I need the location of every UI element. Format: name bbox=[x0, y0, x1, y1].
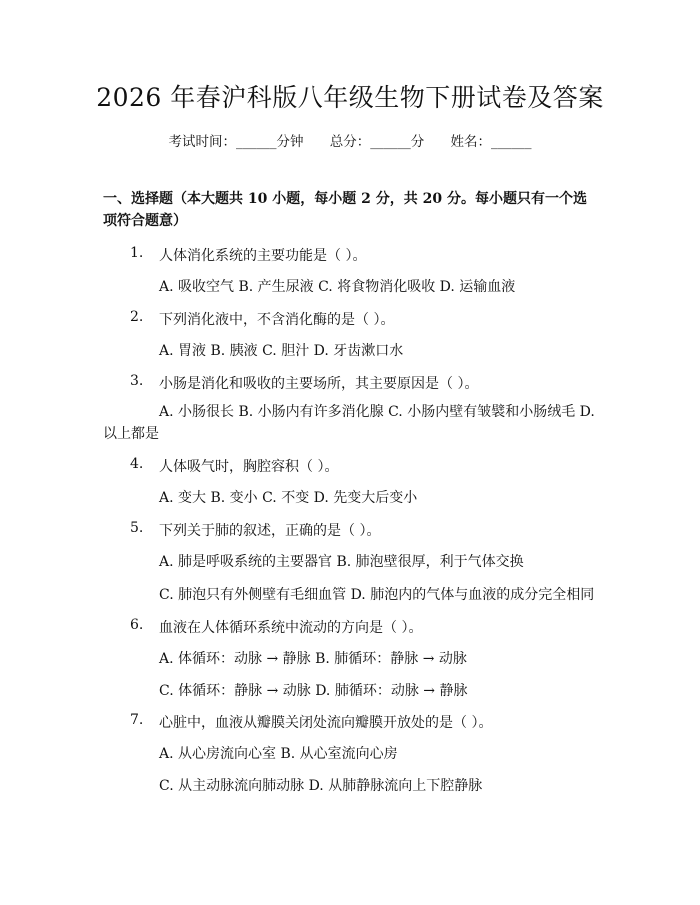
question-text: 下列关于肺的叙述，正确的是（ ）。 bbox=[159, 523, 381, 539]
question-text: 血液在人体循环系统中流动的方向是（ ）。 bbox=[159, 620, 423, 636]
question-1-options: A. 吸收空气 B. 产生尿液 C. 将食物消化吸收 D. 运输血液 bbox=[159, 279, 516, 295]
question-number: 5. bbox=[130, 520, 144, 536]
student-name-field: 姓名：______ bbox=[450, 134, 532, 150]
question-number: 2. bbox=[130, 309, 144, 325]
exam-time-field: 考试时间：______分钟 bbox=[168, 134, 304, 150]
question-7-options-line-1: A. 从心房流向心室 B. 从心室流向心房 bbox=[159, 746, 398, 762]
question-4-options: A. 变大 B. 变小 C. 不变 D. 先变大后变小 bbox=[159, 490, 418, 506]
question-7-options-line-2: C. 从主动脉流向肺动脉 D. 从肺静脉流向上下腔静脉 bbox=[159, 778, 483, 794]
exam-title: 2026 年春沪科版八年级生物下册试卷及答案 bbox=[96, 83, 604, 112]
question-number: 3. bbox=[130, 373, 144, 389]
question-number: 7. bbox=[130, 712, 144, 728]
question-number: 1. bbox=[130, 245, 144, 261]
exam-info-line bbox=[0, 130, 700, 150]
question-6-options-line-1: A. 体循环：动脉 → 静脉 B. 肺循环：静脉 → 动脉 bbox=[159, 651, 467, 667]
question-6-options-line-2: C. 体循环：静脉 → 动脉 D. 肺循环：动脉 → 静脉 bbox=[159, 683, 468, 699]
question-2-options: A. 胃液 B. 胰液 C. 胆汁 D. 牙齿漱口水 bbox=[159, 343, 404, 359]
question-5-options-line-1: A. 肺是呼吸系统的主要器官 B. 肺泡壁很厚，利于气体交换 bbox=[159, 554, 524, 570]
total-score-field: 总分：______分 bbox=[329, 134, 425, 150]
question-text: 心脏中，血液从瓣膜关闭处流向瓣膜开放处的是（ ）。 bbox=[159, 715, 493, 731]
question-text: 人体吸气时，胸腔容积（ ）。 bbox=[159, 459, 339, 475]
section-heading: 一、选择题（本大题共 10 小题，每小题 2 分，共 20 分。每小题只有一个选项符合题意） bbox=[103, 191, 587, 229]
question-number: 6. bbox=[130, 617, 144, 633]
question-text: 下列消化液中，不含消化酶的是（ ）。 bbox=[159, 312, 395, 328]
question-text: 人体消化系统的主要功能是（ ）。 bbox=[159, 248, 367, 264]
question-3-options: A. 小肠很长 B. 小肠内有许多消化腺 C. 小肠内壁有皱襞和小肠绒毛 D. 以上都是 bbox=[103, 404, 595, 442]
question-text: 小肠是消化和吸收的主要场所，其主要原因是（ ）。 bbox=[159, 376, 479, 392]
question-number: 4. bbox=[130, 456, 144, 472]
question-5-options-line-2: C. 肺泡只有外侧壁有毛细血管 D. 肺泡内的气体与血液的成分完全相同 bbox=[159, 587, 595, 603]
